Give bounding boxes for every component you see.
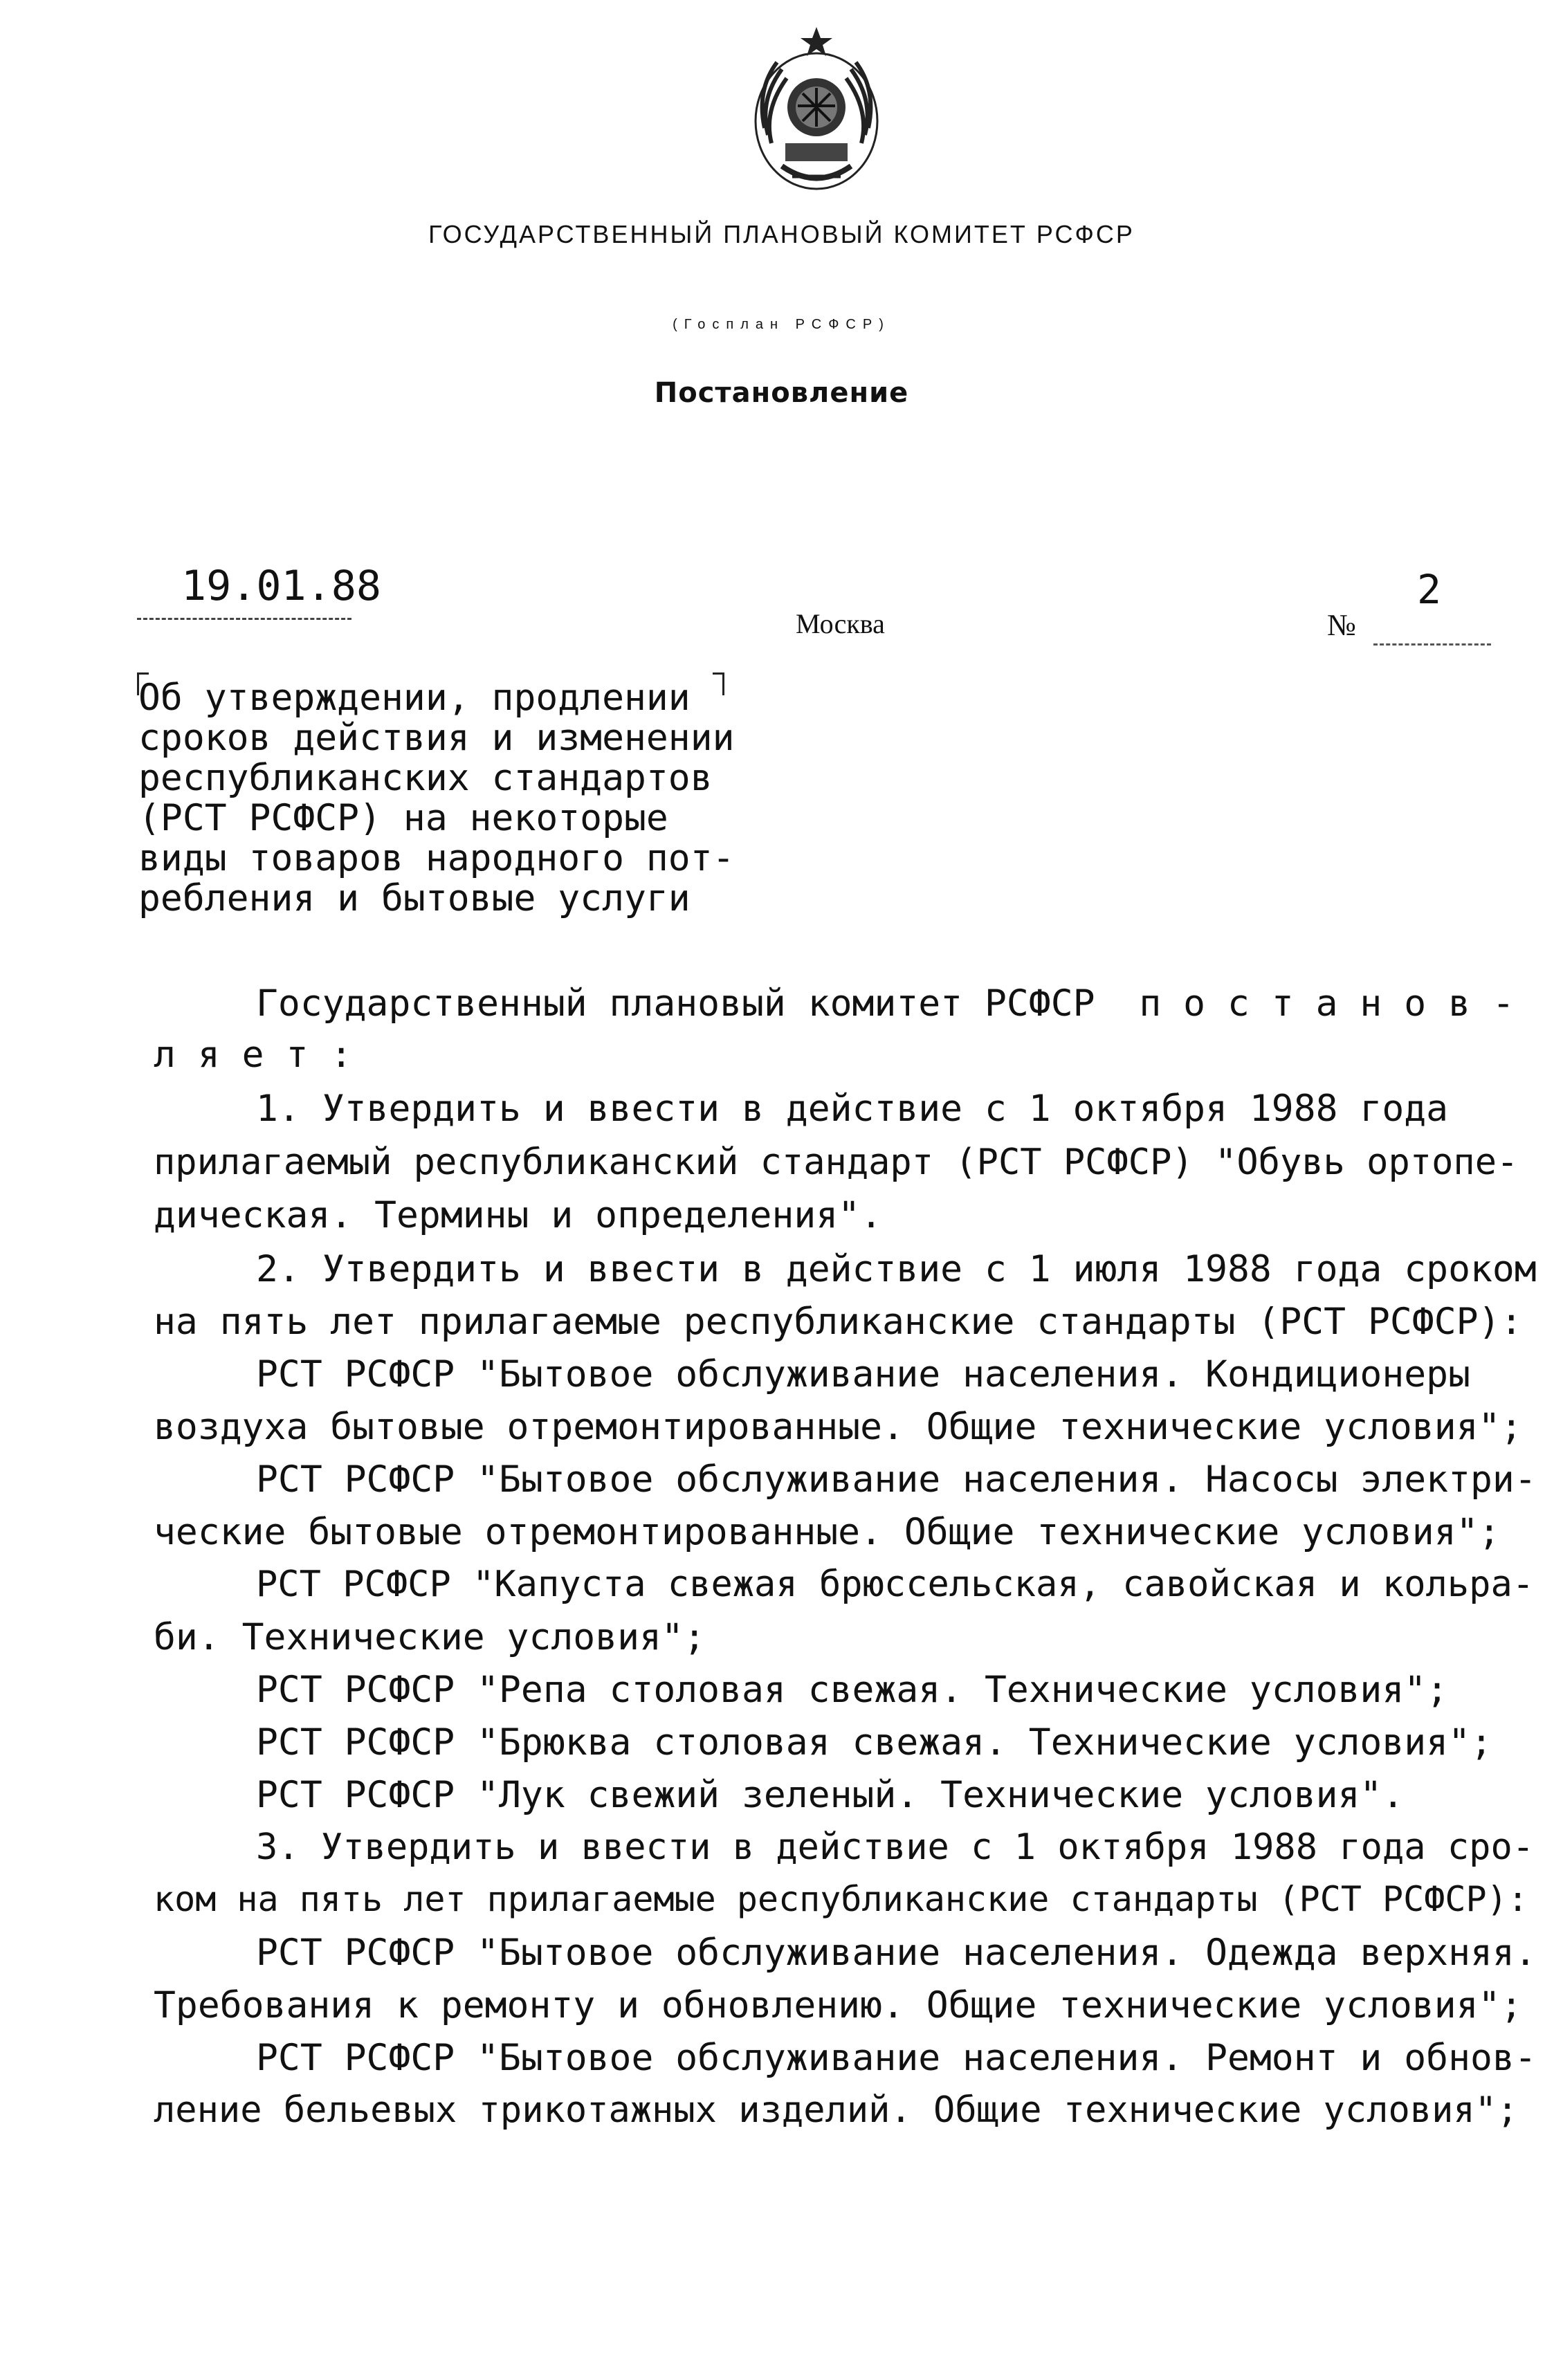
body-line: 2. Утвердить и ввести в действие с 1 июля 1988 года сроком — [256, 1248, 1537, 1290]
organization-abbreviation: (Госплан РСФСР) — [673, 317, 890, 332]
subject-line: сроков действия и изменении — [138, 717, 735, 759]
body-line: ком на пять лет прилагаемые республиканские стандарты (РСТ РСФСР): — [154, 1879, 1528, 1919]
state-emblem-icon — [744, 24, 889, 197]
body-line: РСТ РСФСР "Брюква столовая свежая. Технические условия"; — [256, 1721, 1492, 1764]
body-line: Государственный плановый комитет РСФСР п о с т а н о в - — [256, 982, 1515, 1025]
body-line: 3. Утвердить и ввести в действие с 1 октября 1988 года сро- — [256, 1827, 1535, 1868]
body-line: на пять лет прилагаемые республиканские стандарты (РСТ РСФСР): — [154, 1301, 1523, 1343]
body-line: Требования к ремонту и обновлению. Общие технические условия"; — [154, 1984, 1523, 2026]
document-subject — [138, 678, 735, 919]
document-city: Москва — [796, 608, 885, 639]
number-underline — [1373, 643, 1491, 646]
organization-title: ГОСУДАРСТВЕННЫЙ ПЛАНОВЫЙ КОМИТЕТ РСФСР — [428, 220, 1135, 248]
body-line: ческие бытовые отремонтированные. Общие технические условия"; — [154, 1511, 1501, 1553]
date-underline — [137, 618, 351, 620]
body-line: прилагаемый республиканский стандарт (РСТ РСФСР) "Обувь ортопе- — [154, 1142, 1519, 1183]
subject-line: (РСТ РСФСР) на некоторые — [138, 797, 668, 839]
body-line: РСТ РСФСР "Бытовое обслуживание населения. Кондиционеры — [256, 1353, 1470, 1395]
body-line: би. Технические условия"; — [154, 1616, 706, 1658]
body-line: РСТ РСФСР "Бытовое обслуживание населения. Ремонт и обнов- — [256, 2037, 1537, 2079]
body-line: ление бельевых трикотажных изделий. Общие технические условия"; — [154, 2089, 1519, 2131]
subject-line: ребления и бытовые услуги — [138, 877, 691, 919]
subject-line: республиканских стандартов — [138, 757, 713, 799]
document-number: 2 — [1417, 566, 1441, 613]
number-label: № — [1327, 608, 1356, 642]
subject-line: виды товаров народного пот- — [138, 837, 735, 879]
body-line: 1. Утвердить и ввести в действие с 1 октября 1988 года — [256, 1088, 1449, 1130]
body-line: РСТ РСФСР "Бытовое обслуживание населения. Насосы электри- — [256, 1458, 1537, 1501]
body-line: воздуха бытовые отремонтированные. Общие технические условия"; — [154, 1406, 1523, 1448]
body-line: л я е т : — [154, 1034, 353, 1076]
document-date: 19.01.88 — [181, 562, 381, 610]
body-line: дическая. Термины и определения". — [154, 1194, 882, 1236]
body-line: РСТ РСФСР "Лук свежий зеленый. Технические условия". — [256, 1774, 1405, 1816]
subject-line: Об утверждении, продлении — [138, 677, 691, 719]
body-line: РСТ РСФСР "Капуста свежая брюссельская, савойская и кольра- — [256, 1564, 1535, 1605]
document-type: Постановление — [654, 377, 909, 409]
body-line: РСТ РСФСР "Бытовое обслуживание населения. Одежда верхняя. — [256, 1932, 1537, 1974]
body-line: РСТ РСФСР "Репа столовая свежая. Технические условия"; — [256, 1669, 1449, 1711]
